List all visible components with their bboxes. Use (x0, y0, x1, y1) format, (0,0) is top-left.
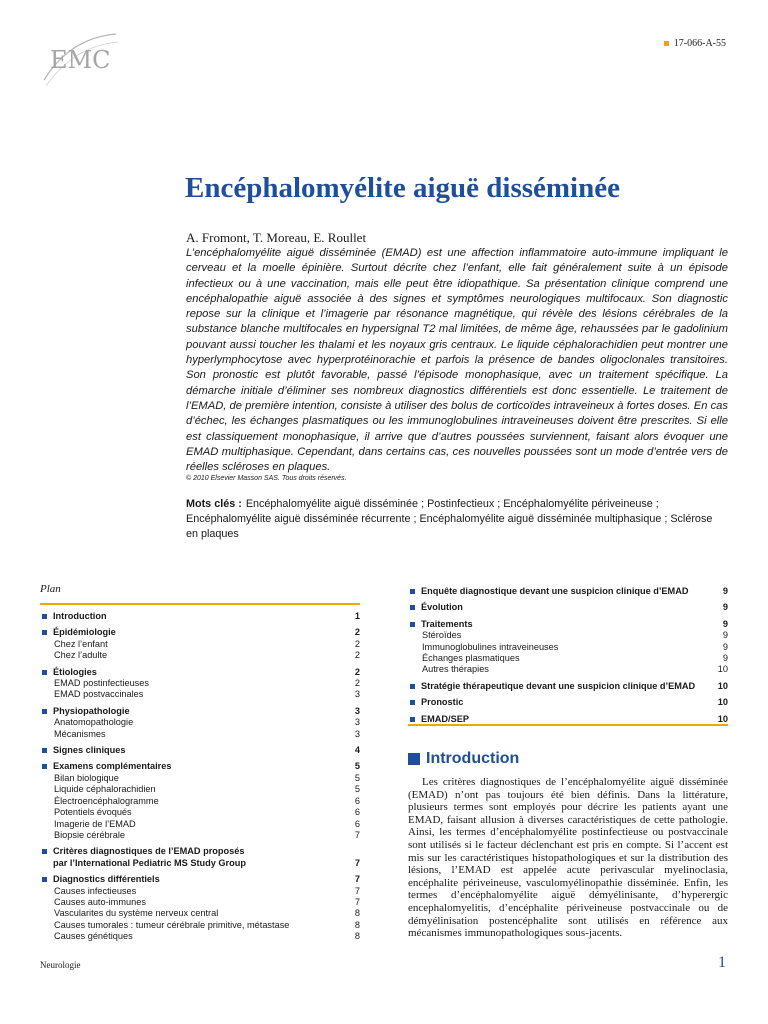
toc-entry[interactable] (40, 830, 360, 841)
toc-bullet-icon (42, 630, 47, 635)
toc-page-number: 8 (354, 919, 360, 930)
toc-page-number: 2 (354, 678, 360, 689)
toc-page-number: 9 (722, 586, 728, 596)
toc-page-number: 9 (722, 630, 728, 641)
toc-entry[interactable] (40, 773, 360, 784)
toc-page-number: 9 (722, 641, 728, 652)
toc-page-number: 3 (354, 728, 360, 739)
keywords-text: Encéphalomyélite aiguë disséminée ; Postinfectieux ; Encéphalomyélite périveineuse ; Encéphalomyélite aiguë disséminée récurrente ; Encéphalomyélite aiguë disséminée multiphasique ; Sclérose en plaques (186, 498, 713, 540)
toc-entry-label: Biopsie cérébrale (54, 829, 125, 840)
toc-page-number: 2 (354, 666, 360, 677)
toc-entry-label: EMAD/SEP (408, 714, 469, 725)
toc-entry[interactable] (40, 689, 360, 700)
toc-entry-label: Évolution (408, 602, 463, 613)
toc-entry[interactable] (408, 653, 728, 664)
toc-entry[interactable] (40, 745, 360, 756)
toc-entry-label: Autres thérapies (422, 664, 489, 675)
article-authors: A. Fromont, T. Moreau, E. Roullet (186, 230, 367, 245)
toc-entry-label: Stratégie thérapeutique devant une suspicion clinique d’EMAD (408, 681, 695, 692)
toc-right (408, 586, 728, 725)
copyright: © 2010 Elsevier Masson SAS. Tous droits réservés. (186, 475, 347, 482)
toc-entry-label: Pronostic (408, 697, 463, 708)
toc-page-number: 6 (354, 818, 360, 829)
toc-entry-label: Potentiels évoqués (54, 807, 132, 818)
toc-entry-label: Chez l’adulte (54, 650, 108, 661)
toc-entry[interactable] (40, 886, 360, 897)
toc-page-number: 10 (717, 697, 728, 708)
journal-name: Neurologie (40, 960, 81, 970)
toc-page-number: 7 (354, 896, 360, 907)
toc-page-number: 3 (354, 689, 360, 700)
toc-page-number: 7 (354, 885, 360, 896)
toc-entry[interactable] (40, 796, 360, 807)
toc-entry[interactable] (408, 630, 728, 641)
toc-entry-label: EMAD postinfectieuses (54, 678, 149, 689)
svg-text:EMC: EMC (50, 46, 111, 74)
toc-bullet-icon (42, 709, 47, 714)
toc-entry[interactable] (408, 681, 728, 692)
toc-entry-label: Vascularites du système nerveux central (54, 908, 219, 919)
toc-entry-label: Causes génétiques (54, 931, 133, 942)
toc-entry-label: Bilan biologique (54, 772, 119, 783)
toc-bullet-icon (410, 589, 415, 594)
toc-entry-label: Étiologies (40, 667, 97, 678)
toc-page-number: 7 (354, 829, 360, 840)
toc-bullet-icon (410, 717, 415, 722)
toc-entry-label: Chez l’enfant (54, 638, 108, 649)
toc-page-number: 9 (722, 653, 728, 664)
toc-page-number: 8 (354, 931, 360, 942)
toc-entry-label: Stéroïdes (422, 630, 462, 641)
toc-entry-label: Enquête diagnostique devant une suspicion clinique d’EMAD (408, 586, 688, 597)
toc-bullet-icon (42, 748, 47, 753)
toc-entry-label: Imagerie de l’EMAD (54, 818, 136, 829)
toc-entry-label: Échanges plasmatiques (422, 653, 520, 664)
toc-page-number: 2 (354, 638, 360, 649)
introduction-heading: Introduction (408, 750, 519, 768)
toc-page-number: 1 (354, 611, 360, 621)
keywords (186, 497, 726, 542)
toc-entry[interactable] (408, 602, 728, 613)
toc-entry-label: Traitements (408, 619, 473, 630)
toc-entry-label: Critères diagnostiques de l’EMAD proposés par l’International Pediatric MS Study Group (40, 846, 246, 869)
toc-entry[interactable] (408, 642, 728, 653)
toc-entry[interactable] (40, 874, 360, 885)
introduction-text: Les critères diagnostiques de l’encéphalomyélite aiguë disséminée (EMAD) n’ont pas toujours été bien définis. Dans la littérature, plusieurs termes sont employés pour décrire les patients ayant une EMAD, faisant allusion à diverses caractéristiques de cette pathologie. Ainsi, les termes d’encéphalomyélite postinfectieuse ou postvaccinale sont utilisés si le facteur déclenchant est pris en compte. Si l’accent est mis sur les caractéristiques histopathologiques et sur la distribution des lésions, l’EMAD est appelée acute perivascular myelinoclasia, encéphalite périveineuse, vasculomyélinopathie disséminée. Enfin, les termes d’encéphalomyélite aiguë démyélinisante, d’hyperergic encephalomyelitis, d’encéphalite périveineuse postvaccinale ou de démyélinisation postencéphalite sont utilisés en référence aux mécanismes immunopathologiques sous-jacents. (408, 776, 728, 940)
toc-entry-label: Physiopathologie (40, 706, 130, 717)
toc-page-number: 9 (722, 618, 728, 629)
toc-page-number: 10 (717, 713, 728, 724)
toc-entry[interactable] (40, 908, 360, 919)
toc-entry[interactable] (40, 650, 360, 661)
toc-bullet-icon (410, 700, 415, 705)
section-bullet-icon (408, 753, 420, 765)
toc-bullet-icon (42, 670, 47, 675)
toc-entry-label: Introduction (40, 611, 107, 622)
toc-entry[interactable] (40, 717, 360, 728)
toc-entry-label: Mécanismes (54, 728, 106, 739)
toc-bullet-icon (410, 622, 415, 627)
toc-entry-label: EMAD postvaccinales (54, 689, 144, 700)
toc-page-number: 10 (717, 680, 728, 691)
toc-page-number: 7 (354, 857, 360, 868)
toc-entry-label: Causes infectieuses (54, 885, 137, 896)
toc-entry-label: Anatomopathologie (54, 717, 134, 728)
toc-entry-label: Causes auto-immunes (54, 896, 146, 907)
toc-page-number: 5 (354, 772, 360, 783)
toc-bullet-icon (410, 684, 415, 689)
keywords-label: Mots clés : (186, 498, 242, 510)
toc-page-number: 6 (354, 807, 360, 818)
toc-entry-label: Signes cliniques (40, 745, 126, 756)
toc-left (40, 611, 360, 943)
toc-page-number: 5 (354, 784, 360, 795)
toc-bullet-icon (42, 764, 47, 769)
toc-entry-label: Examens complémentaires (40, 761, 171, 772)
toc-page-number: 10 (717, 664, 728, 675)
toc-bullet-icon (42, 849, 47, 854)
toc-entry[interactable] (408, 619, 728, 630)
toc-page-number: 2 (354, 627, 360, 638)
article-reference: 17-066-A-55 (664, 38, 726, 49)
page-number: 1 (718, 954, 726, 971)
toc-entry[interactable] (40, 807, 360, 818)
toc-entry[interactable] (40, 639, 360, 650)
reference-marker-icon (664, 41, 669, 46)
toc-entry[interactable] (408, 664, 728, 675)
plan-divider-right (408, 724, 728, 726)
toc-entry-label: Diagnostics différentiels (40, 874, 160, 885)
abstract: L’encéphalomyélite aiguë disséminée (EMAD) est une affection inflammatoire auto-immune impliquant le cerveau et la moelle épinière. Surtout décrite chez l’enfant, elle fait généralement suite à un épisode infectieux ou à une vaccination, mais elle peut être idiopathique. Sa présentation clinique comprend une encéphalopathie aiguë associée à des signes et symptômes neurologiques multifocaux. Son diagnostic repose sur la clinique et l’imagerie par résonance magnétique, qui révèle des lésions cérébrales de la substance blanche multifocales en hypersignal T2 mal limitées, de même âge, rehaussées par le gadolinium pouvant aussi toucher les thalami et les noyaux gris centraux. Le liquide céphalorachidien peut montrer une hyperlymphocytose avec hyperprotéinorachie et parfois la présence de bandes oligoclonales transitoires. Son pronostic est plutôt favorable, passé l’épisode monophasique, avec un traitement spécifique. La démarche initiale d’éliminer ses nombreux diagnostics différentiels est donc essentielle. Le traitement de l’EMAD, de première intention, consiste à utiliser des bolus de corticoïdes intraveineux à fortes doses. En cas d’échec, les échanges plasmatiques ou les immunoglobulines intraveineuses doivent être prescrites. Si elle est classiquement monophasique, il arrive que d’autres poussées surviennent, faisant alors évoquer une EMAD multiphasique. Cependant, dans certains cas, ces nouvelles poussées sont un mode d’entrée vers de réelles scléroses en plaques. (186, 247, 728, 474)
toc-bullet-icon (410, 605, 415, 610)
toc-entry-label: Électroencéphalogramme (54, 795, 159, 806)
toc-entry[interactable] (408, 697, 728, 708)
toc-page-number: 7 (354, 874, 360, 885)
toc-entry[interactable] (40, 729, 360, 740)
toc-page-number: 4 (354, 745, 360, 756)
toc-entry[interactable] (40, 678, 360, 689)
toc-entry-label: Épidémiologie (40, 627, 116, 638)
toc-page-number: 6 (354, 795, 360, 806)
toc-entry[interactable] (40, 920, 360, 931)
toc-entry[interactable] (40, 611, 360, 622)
toc-entry[interactable] (40, 819, 360, 830)
toc-page-number: 3 (354, 717, 360, 728)
toc-entry[interactable] (40, 897, 360, 908)
article-title: Encéphalomyélite aiguë disséminée (185, 172, 620, 204)
toc-entry[interactable] (40, 706, 360, 717)
toc-page-number: 8 (354, 908, 360, 919)
plan-label: Plan (40, 583, 61, 595)
toc-entry[interactable] (40, 761, 360, 772)
toc-bullet-icon (42, 877, 47, 882)
toc-page-number: 3 (354, 705, 360, 716)
toc-entry-label: Causes tumorales : tumeur cérébrale primitive, métastase (54, 919, 290, 930)
toc-page-number: 2 (354, 650, 360, 661)
toc-page-number: 5 (354, 761, 360, 772)
plan-divider-left (40, 603, 360, 605)
toc-page-number: 9 (722, 602, 728, 613)
toc-entry[interactable] (40, 846, 360, 869)
toc-entry-label: Liquide céphalorachidien (54, 784, 156, 795)
toc-entry[interactable] (40, 931, 360, 942)
emc-logo (40, 28, 120, 88)
toc-entry-label: Immunoglobulines intraveineuses (422, 641, 559, 652)
toc-entry[interactable] (40, 627, 360, 638)
toc-entry[interactable] (40, 784, 360, 795)
toc-bullet-icon (42, 614, 47, 619)
toc-entry[interactable] (408, 586, 728, 597)
toc-entry[interactable] (40, 667, 360, 678)
